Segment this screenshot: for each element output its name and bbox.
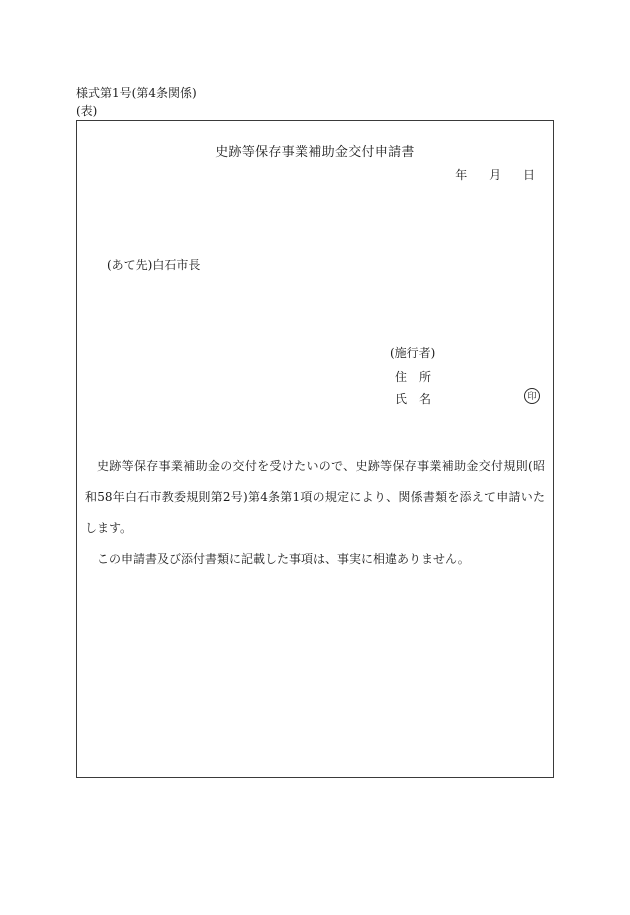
applicant-address-label: 住 所 (395, 370, 432, 384)
application-statement: 史跡等保存事業補助金の交付を受けたいので、史跡等保存事業補助金交付規則(昭和58年白石市教委規則第2号)第4条第1項の規定により、関係書類を添えて申請いたします。 (85, 459, 545, 535)
date-line (437, 167, 535, 183)
document-title: 史跡等保存事業補助金交付申請書 (215, 145, 415, 160)
addressee: (あて先)白石市長 (107, 258, 201, 272)
application-body (85, 451, 545, 572)
form-number-label: 様式第1号(第4条関係) (76, 86, 197, 100)
application-form-frame (76, 120, 554, 778)
applicant-name-label: 氏 名 (395, 392, 432, 406)
accuracy-declaration: この申請書及び添付書類に記載した事項は、事実に相違ありません。 (97, 552, 470, 566)
date-year-label: 年 (455, 168, 468, 182)
date-month-label: 月 (489, 168, 502, 182)
date-day-label: 日 (522, 168, 535, 182)
front-side-label: (表) (76, 104, 98, 118)
seal-mark: 印 (524, 388, 540, 404)
applicant-heading: (施行者) (390, 346, 436, 360)
